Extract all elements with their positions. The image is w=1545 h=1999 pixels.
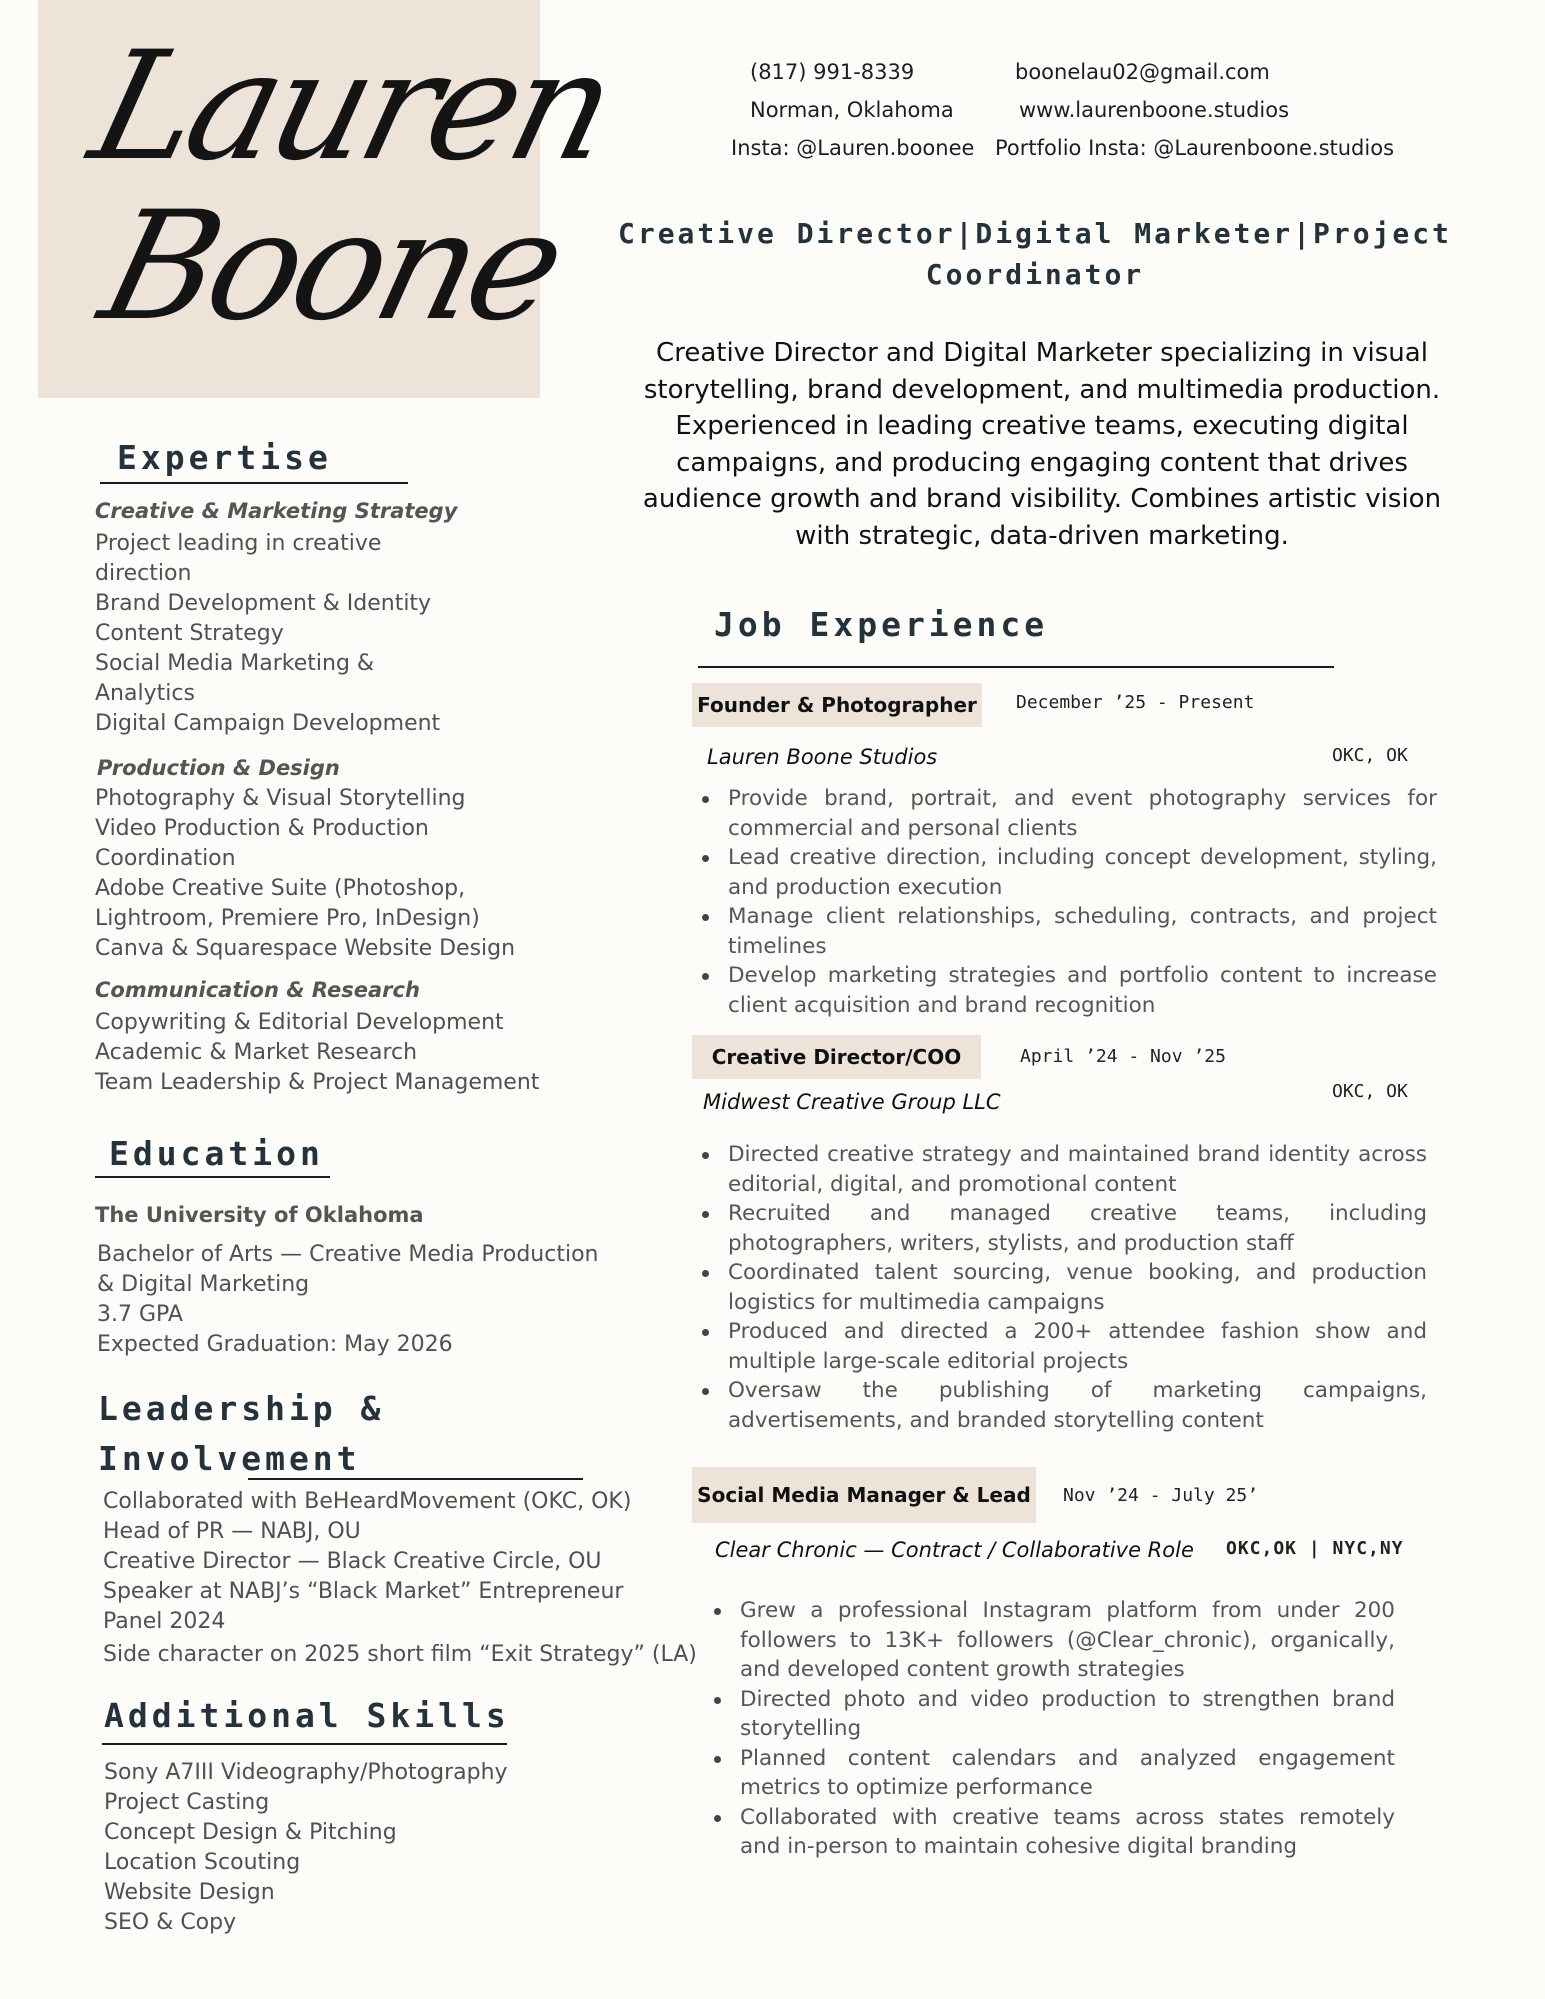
expertise-list: [95, 529, 440, 739]
expertise-group-heading: Communication & Research: [95, 978, 420, 1002]
leadership-title-line1: Leadership &: [98, 1389, 385, 1428]
skills-list: [104, 1758, 508, 1938]
experience-title: Job Experience: [714, 605, 1049, 644]
expertise-group-heading: Production & Design: [97, 756, 340, 780]
list-item: Adobe Creative Suite (Photoshop,: [95, 876, 466, 901]
summary: Creative Director and Digital Marketer specializing in visual storytelling, brand development, and multimedia production. Experienced in leading creative teams, executing digital campaigns, and producing engaging content that drives audience growth and brand visibility. Combines artistic vision with strategic, data-driven marketing.: [642, 338, 1442, 551]
list-item: Canva & Squarespace Website Design: [95, 936, 516, 961]
skills-title: Additional Skills: [104, 1696, 510, 1735]
job-company: Clear Chronic — Contract / Collaborative Role: [715, 1538, 1194, 1562]
list-item: Head of PR — NABJ, OU: [103, 1519, 361, 1544]
list-item: Develop marketing strategies and portfolio content to increase client acquisition and brand recognition: [700, 961, 1437, 1020]
list-item: Lightroom, Premiere Pro, InDesign): [95, 906, 480, 931]
list-item: Sony A7III Videography/Photography: [104, 1760, 508, 1785]
headline-line1: Creative Director|Digital Marketer|Project: [617, 217, 1452, 250]
list-item: Produced and directed a 200+ attendee fashion show and multiple large-scale editorial projects: [700, 1317, 1427, 1376]
job-bullets: [700, 784, 1437, 1020]
list-item: Copywriting & Editorial Development: [95, 1010, 504, 1035]
list-item: Provide brand, portrait, and event photography services for commercial and personal clients: [700, 784, 1437, 843]
school: The University of Oklahoma: [95, 1203, 424, 1227]
list-item: Project Casting: [104, 1790, 270, 1815]
expertise-group-heading: Creative & Marketing Strategy: [95, 499, 458, 523]
expertise-title: Expertise: [117, 438, 332, 477]
leadership-list: [103, 1487, 697, 1670]
list-item: Panel 2024: [103, 1609, 226, 1634]
list-item: direction: [95, 561, 192, 586]
portfolio-instagram: Portfolio Insta: @Laurenboone.studios: [995, 136, 1395, 160]
list-item: Content Strategy: [95, 621, 284, 646]
list-item: Brand Development & Identity: [95, 591, 432, 616]
list-item: Location Scouting: [104, 1850, 301, 1875]
headline-line2: Coordinator: [925, 258, 1145, 291]
list-item: Planned content calendars and analyzed engagement metrics to optimize performance: [712, 1744, 1395, 1803]
expertise-list: [95, 1008, 539, 1098]
job-company: Lauren Boone Studios: [707, 745, 938, 769]
list-item: Speaker at NABJ’s “Black Market” Entrepreneur: [103, 1579, 624, 1604]
list-item: Website Design: [104, 1880, 275, 1905]
job-dates: April ’24 - Nov ’25: [1020, 1046, 1226, 1067]
job-dates: Nov ’24 - July 25’: [1063, 1485, 1259, 1506]
list-item: Social Media Marketing &: [95, 651, 375, 676]
list-item: & Digital Marketing: [97, 1272, 310, 1297]
list-item: Lead creative direction, including concept development, styling, and production execution: [700, 843, 1437, 902]
instagram: Insta: @Lauren.boonee: [731, 136, 975, 160]
first-name: Lauren: [76, 20, 627, 194]
job-location: OKC, OK: [1332, 745, 1408, 766]
expertise-rule: [100, 482, 408, 484]
list-item: Team Leadership & Project Management: [95, 1070, 540, 1095]
list-item: Collaborated with BeHeardMovement (OKC, OK): [103, 1489, 632, 1514]
expertise-list: [95, 784, 515, 964]
list-item: Analytics: [95, 681, 195, 706]
leadership-rule: [248, 1478, 583, 1480]
job-role-badge: Social Media Manager & Lead: [692, 1467, 1036, 1523]
experience-rule: [698, 666, 1334, 668]
list-item: Concept Design & Pitching: [104, 1820, 397, 1845]
list-item: Bachelor of Arts — Creative Media Production: [97, 1242, 599, 1267]
job-bullets: [700, 1140, 1427, 1435]
job-bullets: [712, 1596, 1395, 1862]
list-item: Coordinated talent sourcing, venue booking, and production logistics for multimedia campaigns: [700, 1258, 1427, 1317]
leadership-title-line2: Involvement: [98, 1439, 361, 1478]
job-dates: December ’25 - Present: [1016, 692, 1255, 713]
list-item: Directed creative strategy and maintained brand identity across editorial, digital, and promotional content: [700, 1140, 1427, 1199]
list-item: Directed photo and video production to strengthen brand storytelling: [712, 1685, 1395, 1744]
last-name: Boone: [86, 180, 576, 354]
job-role-badge: Founder & Photographer: [692, 683, 982, 727]
education-list: [97, 1240, 598, 1360]
leadership-title: [98, 1384, 384, 1484]
list-item: Coordination: [95, 846, 236, 871]
list-item: Oversaw the publishing of marketing campaigns, advertisements, and branded storytelling content: [700, 1376, 1427, 1435]
education-title: Education: [109, 1134, 324, 1173]
list-item: Photography & Visual Storytelling: [95, 786, 466, 811]
list-item: Grew a professional Instagram platform from under 200 followers to 13K+ followers (@Clear_chronic), organically, and developed content growth strategies: [712, 1596, 1395, 1685]
job-role-badge: Creative Director/COO: [692, 1035, 981, 1079]
list-item: Video Production & Production: [95, 816, 429, 841]
location: Norman, Oklahoma: [750, 98, 954, 122]
list-item: Collaborated with creative teams across states remotely and in-person to maintain cohesive digital branding: [712, 1803, 1395, 1862]
skills-rule: [102, 1743, 507, 1745]
job-location: OKC, OK: [1332, 1081, 1408, 1102]
phone: (817) 991-8339: [750, 60, 915, 84]
list-item: Side character on 2025 short film “Exit Strategy” (LA): [103, 1642, 697, 1667]
list-item: SEO & Copy: [104, 1910, 237, 1935]
list-item: Academic & Market Research: [95, 1040, 418, 1065]
list-item: Expected Graduation: May 2026: [97, 1332, 453, 1357]
list-item: Manage client relationships, scheduling, contracts, and project timelines: [700, 902, 1437, 961]
education-rule: [95, 1176, 330, 1178]
job-location: OKC,OK | NYC,NY: [1226, 1538, 1404, 1559]
job-company: Midwest Creative Group LLC: [703, 1090, 1001, 1114]
list-item: Digital Campaign Development: [95, 711, 441, 736]
website: www.laurenboone.studios: [1019, 98, 1290, 122]
list-item: Project leading in creative: [95, 531, 382, 556]
headline: [610, 213, 1460, 295]
list-item: 3.7 GPA: [97, 1302, 183, 1327]
list-item: Creative Director — Black Creative Circle, OU: [103, 1549, 602, 1574]
email: boonelau02@gmail.com: [1015, 60, 1270, 84]
list-item: Recruited and managed creative teams, including photographers, writers, stylists, and production staff: [700, 1199, 1427, 1258]
name-banner: [38, 0, 627, 398]
